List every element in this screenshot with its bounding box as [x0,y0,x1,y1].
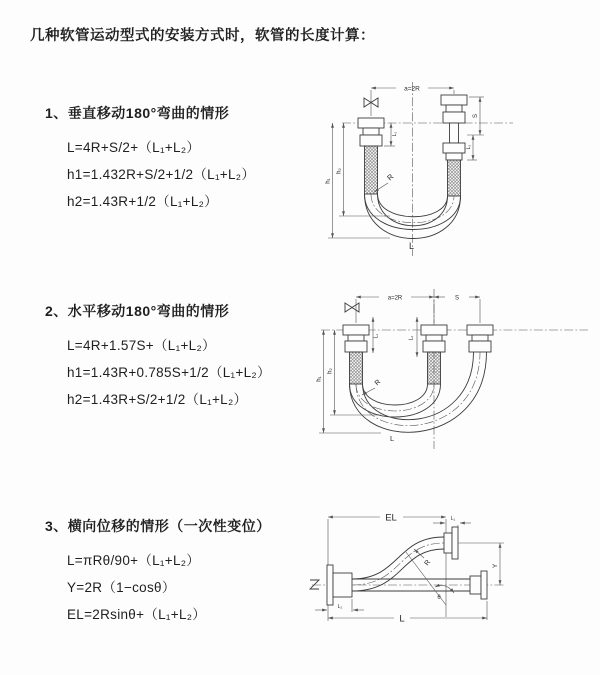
left-fitting [358,118,384,194]
dimension-fitting-mid [409,317,418,357]
hose-loop [350,352,487,432]
section-3-formula-EL: EL=2Rsinθ+（L₁+L₂） [67,607,207,622]
section-vertical-180 [45,103,335,215]
section-2-formula-L: L=4R+1.57S+（L₁+L₂） [67,338,216,353]
radius-label: R [373,378,383,388]
section-1-formula-h2: h2=1.43R+1/2（L₁+L₂） [67,194,218,209]
dimension-stroke [434,296,480,302]
dim-h1-label: h₁ [316,376,323,382]
dim-h2-label: h₂ [327,368,334,374]
section-2-formula-h1: h1=1.43R+0.785S+1/2（L₁+L₂） [67,365,271,380]
dimension-l2 [315,599,364,612]
section-2-heading: 2、水平移动180°弯曲的情形 [45,303,230,319]
dimension-fitting-right [466,135,477,160]
dim-width-label: a=2R [404,85,420,93]
section-1-formula-L: L=4R+S/2+（L₁+L₂） [67,140,201,155]
section-1-formula-h1: h1=1.432R+S/2+1/2（L₁+L₂） [67,167,256,182]
diagram-vertical-180 [308,76,523,261]
dim-el-label: EL [385,512,397,524]
section-3-formula-Y: Y=2R（1−cosθ） [67,580,176,595]
right-fitting [467,325,493,352]
dimension-stroke [467,97,484,135]
dim-s-label: S [454,295,460,302]
length-label: L [409,241,415,251]
dim-h2-label: h₂ [336,168,343,174]
section-1-heading: 1、垂直移动180°弯曲的情形 [45,105,230,121]
dim-l2-label: L₂ [337,604,343,610]
dim-y-label: Y [492,563,499,569]
radius-label: R [423,558,433,568]
angle-label: θ [437,595,441,601]
right-flange-original [470,571,487,599]
dimension-width [356,296,480,324]
left-fitting [343,325,369,384]
angle-construction [406,552,454,605]
right-fitting [441,95,467,196]
section-3-heading: 3、横向位移的情形（一次性变位） [45,518,271,534]
dim-s-label: S [473,113,479,119]
section-lateral-displacement [45,516,335,628]
dimension-fitting-left [373,317,380,353]
dim-l1-label: L₁ [392,131,398,137]
length-label: L [399,613,405,625]
dim-l2-label: L₂ [408,335,415,341]
radius-callout [414,549,432,567]
dim-width-label: a=2R [387,295,403,302]
dim-l2-label: L₂ [466,144,472,150]
left-flange [327,565,352,605]
section-2-formula-h2: h2=1.43R+S/2+1/2（L₁+L₂） [67,392,248,407]
middle-fitting [421,325,447,384]
dim-l1-label: L₁ [373,333,380,339]
dim-l1-label: L₁ [450,516,456,522]
radius-label: R [385,172,396,183]
length-label: L [390,434,395,443]
diagram-lateral-displacement [300,497,600,657]
section-3-formula-L: L=πRθ/90+（L₁+L₂） [67,553,201,568]
diagram-horizontal-180 [303,281,598,456]
valve-icon [345,303,359,312]
section-horizontal-180 [45,301,335,413]
page-title: 几种软管运动型式的安装方式时，软管的长度计算： [30,28,375,44]
dim-h1-label: h₁ [325,178,332,184]
dimension-fitting-left [384,123,398,146]
